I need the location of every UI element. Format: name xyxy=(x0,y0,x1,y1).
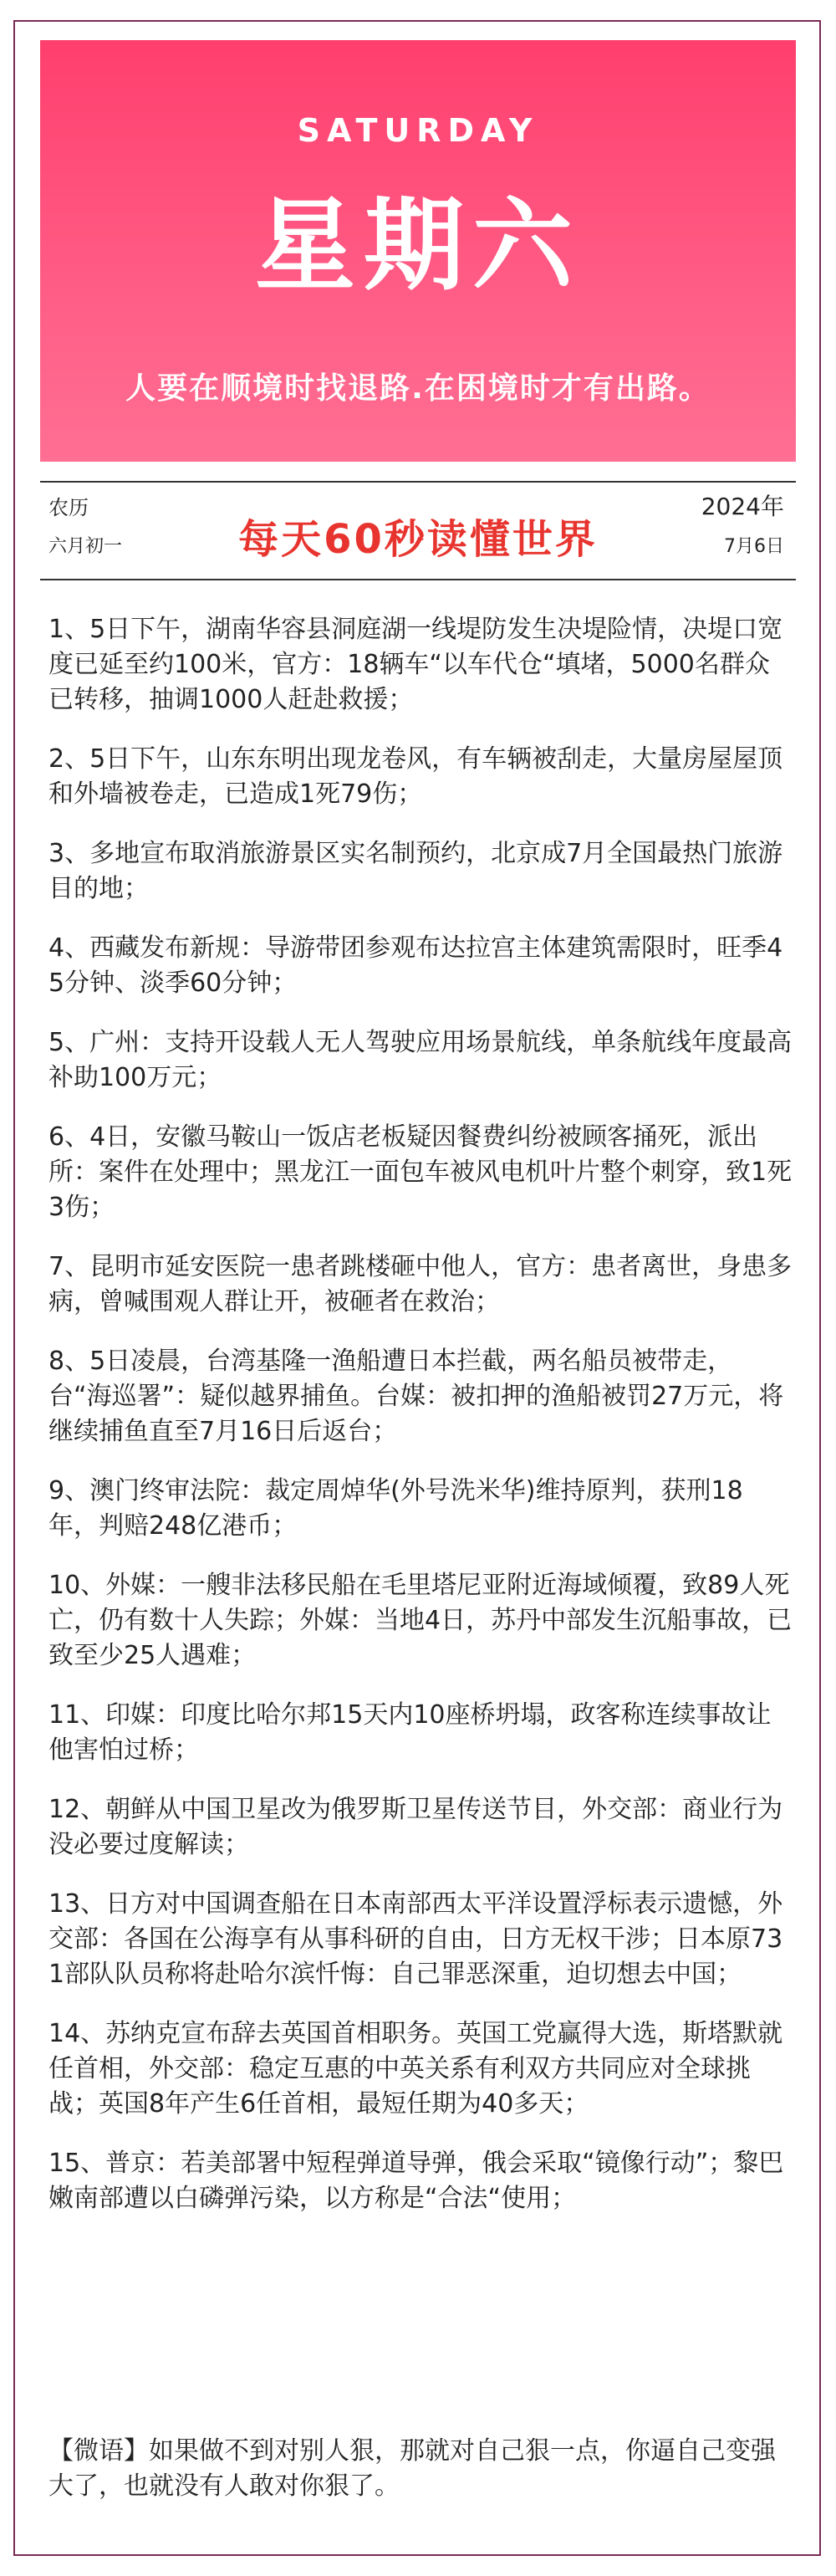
solar-date: 7月6日 xyxy=(724,536,784,557)
news-item: 9、澳门终审法院：裁定周焯华(外号洗米华)维持原判，获刑18年，判赔248亿港币； xyxy=(48,1476,743,1541)
weekday-english: SATURDAY xyxy=(297,112,539,149)
weekday-chinese: 星期六 xyxy=(255,187,581,304)
news-item: 3、多地宣布取消旅游景区实名制预约，北京成7月全国最热门旅游目的地； xyxy=(48,839,783,903)
news-item: 11、印媒：印度比哈尔邦15天内10座桥坍塌，政客称连续事故让他害怕过桥； xyxy=(48,1700,772,1765)
news-item: 14、苏纳克宣布辞去英国首相职务。英国工党赢得大选，斯塔默就任首相，外交部：稳定互惠的中英关系有利双方共同应对全球挑战；英国8年产生6任首相，最短任期为40多天； xyxy=(48,2019,783,2119)
masthead-title: 每天60秒读懂世界 xyxy=(238,516,598,563)
news-item: 2、5日下午，山东东明出现龙卷风，有车辆被刮走，大量房屋屋顶和外墙被卷走，已造成1死79伤； xyxy=(48,744,783,809)
daily-quote: 【微语】如果做不到对别人狠，那就对自己狠一点，你逼自己变强大了，也就没有人敢对你狠了。 xyxy=(48,2436,776,2501)
news-item: 15、普京：若美部署中短程弹道导弹，俄会采取“镜像行动”；黎巴嫩南部遭以白磷弹污染，以方称是“合法“使用； xyxy=(48,2149,784,2213)
motto-text: 人要在顺境时找退路.在困境时才有出路。 xyxy=(125,371,711,406)
lunar-label: 农历 xyxy=(48,496,89,519)
news-item: 1、5日下午，湖南华容县洞庭湖一线堤防发生决堤险情，决堤口宽度已延至约100米，官方：18辆车“以车代仓“填堵，5000名群众已转移，抽调1000人赶赴救援； xyxy=(48,615,783,714)
header-banner xyxy=(40,40,796,462)
year-label: 2024年 xyxy=(701,493,784,520)
news-list xyxy=(48,612,793,2241)
divider-bottom xyxy=(40,579,796,580)
news-item: 5、广州：支持开设载人无人驾驶应用场景航线，单条航线年度最高补助100万元； xyxy=(48,1028,793,1092)
news-item: 12、朝鲜从中国卫星改为俄罗斯卫星传送节目，外交部：商业行为没必要过度解读； xyxy=(48,1795,783,1859)
lunar-date: 六月初一 xyxy=(48,536,123,557)
news-item: 4、西藏发布新规：导游带团参观布达拉宫主体建筑需限时，旺季45分钟、淡季60分钟； xyxy=(48,933,783,998)
news-item: 13、日方对中国调查船在日本南部西太平洋设置浮标表示遗憾，外交部：各国在公海享有从事科研的自由，日方无权干涉；日本原731部队队员称将赴哈尔滨忏悔：自己罪恶深重，迫切想去中国； xyxy=(48,1889,783,1989)
news-item: 6、4日，安徽马鞍山一饭店老板疑因餐费纠纷被顾客捅死，派出所：案件在处理中；黑龙江一面包车被风电机叶片整个刺穿，致1死3伤； xyxy=(48,1122,793,1222)
news-item: 7、昆明市延安医院一患者跳楼砸中他人，官方：患者离世，身患多病，曾喊围观人群让开，被砸者在救治； xyxy=(48,1252,793,1316)
divider-top xyxy=(40,481,796,483)
news-item: 8、5日凌晨，台湾基隆一渔船遭日本拦截，两名船员被带走，台“海巡署”：疑似越界捕鱼。台媒：被扣押的渔船被罚27万元，将继续捕鱼直至7月16日后返台； xyxy=(48,1347,784,1446)
news-item: 10、外媒：一艘非法移民船在毛里塔尼亚附近海域倾覆，致89人死亡，仍有数十人失踪；外媒：当地4日，苏丹中部发生沉船事故，已致至少25人遇难； xyxy=(48,1571,793,1670)
